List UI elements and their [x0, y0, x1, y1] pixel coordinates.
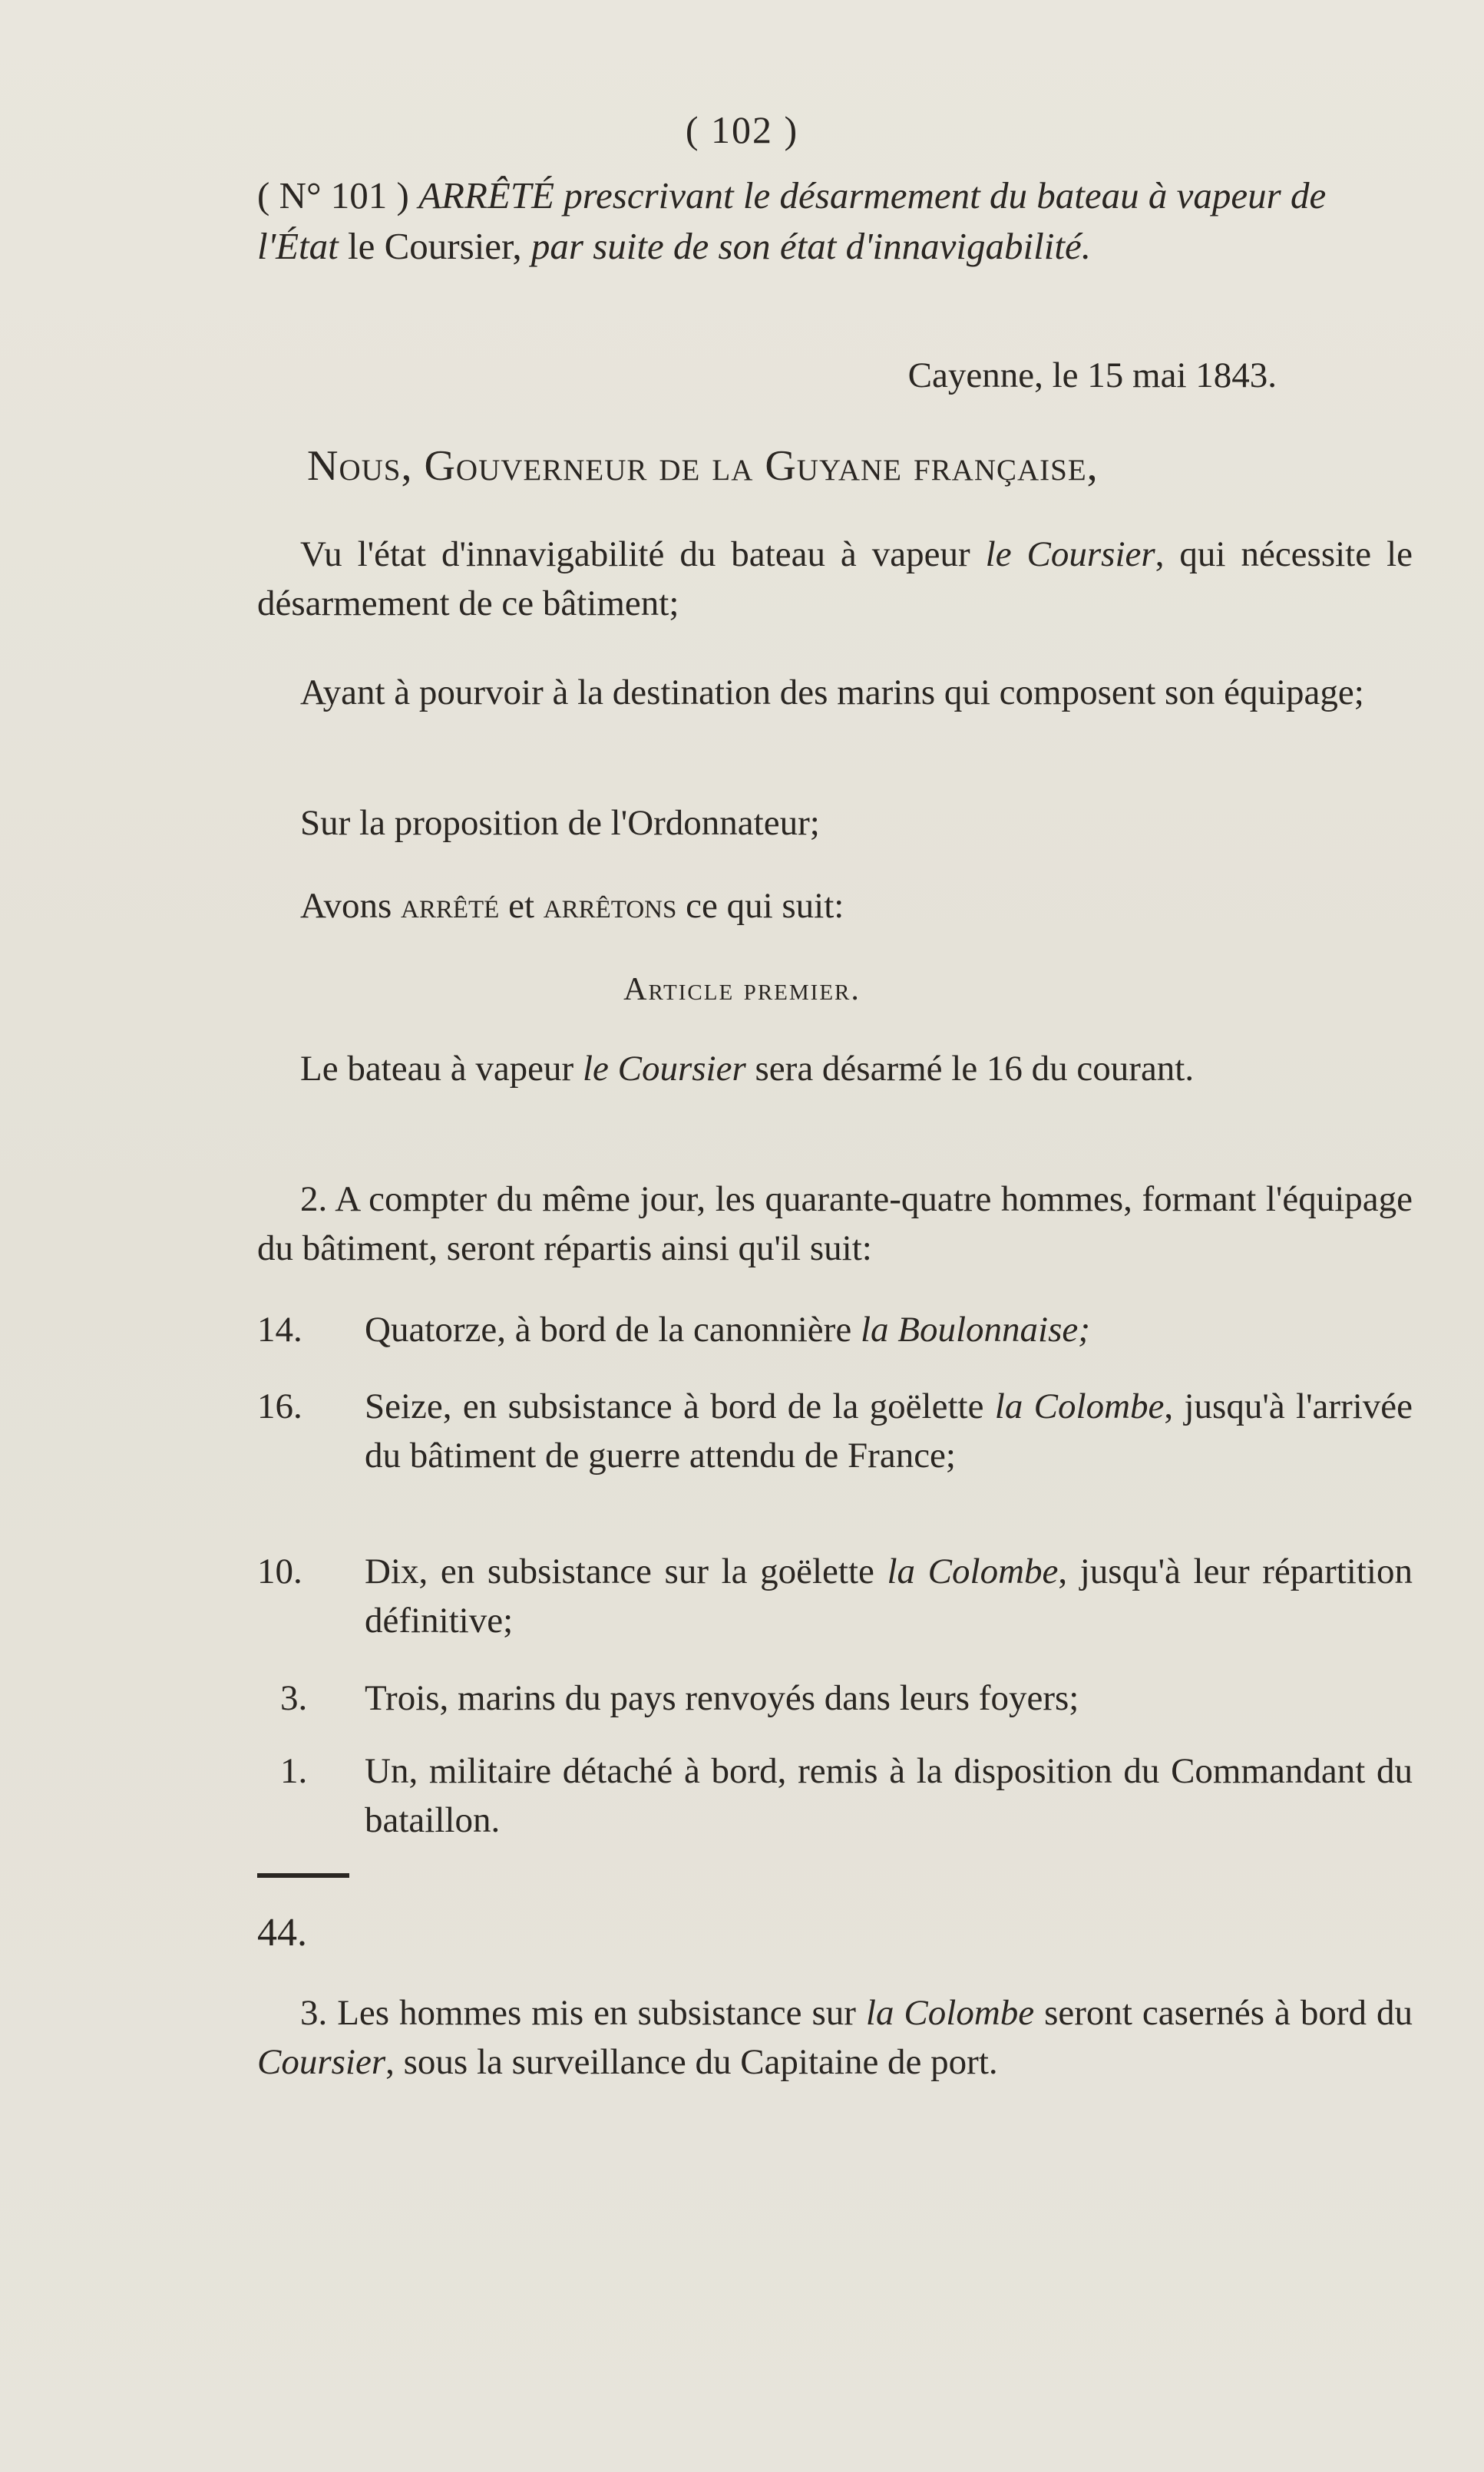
item-count: 16.: [257, 1386, 302, 1426]
decree-title-plain: le Coursier,: [338, 225, 531, 267]
list-item: [257, 1305, 1413, 1354]
p1-text-a: Vu l'état d'innavigabilité du bateau à vapeur: [300, 534, 986, 574]
art3-text-e: , sous la surveillance du Capitaine de port.: [385, 2042, 998, 2082]
paragraph-proposition: Sur la proposition de l'Ordonnateur;: [300, 803, 820, 843]
item-text: Dix, en subsistance sur la goëlette la Colombe, jusqu'à leur répartition définitive;: [365, 1552, 1413, 1641]
item-text: Trois, marins du pays renvoyés dans leurs foyers;: [365, 1678, 1079, 1718]
paragraph-avons: [257, 881, 1413, 930]
decree-number: ( N° 101 ): [257, 174, 409, 216]
page-number: ( 102 ): [685, 108, 799, 151]
art1-text-b: le Coursier: [582, 1049, 746, 1089]
article-heading: Article premier.: [623, 972, 861, 1007]
art3-text-d: Coursier: [257, 2042, 386, 2082]
art1-text-c: sera désarmé le 16 du courant.: [745, 1049, 1195, 1089]
paragraph-vu: [257, 530, 1413, 628]
item-count: 1.: [280, 1751, 308, 1791]
p4-text-a: Avons: [300, 886, 401, 926]
p1-text-c: , qui nécessite le désarmement de ce bâtiment;: [257, 534, 1413, 623]
p4-text-b: arrêté: [401, 886, 500, 926]
art3-text-a: 3. Les hommes mis en subsistance sur: [300, 1993, 866, 2033]
p4-text-e: ce qui suit:: [676, 886, 844, 926]
p4-text-d: arrêtons: [543, 886, 677, 926]
item-text: Un, militaire détaché à bord, remis à la disposition du Commandant du bataillon.: [365, 1751, 1413, 1840]
list-item: [257, 1674, 1413, 1723]
total-count: 44.: [257, 1911, 307, 1955]
preamble-nous: Nous, Gouverneur de la Guyane française,: [307, 442, 1099, 490]
item-count: 10.: [257, 1552, 302, 1591]
art3-text-b: la Colombe: [865, 1993, 1035, 2033]
paragraph-ayant: Ayant à pourvoir à la destination des marins qui composent son équipage;: [300, 673, 1364, 712]
article-3: [257, 1988, 1413, 2087]
sum-rule: [257, 1873, 349, 1878]
item-count: 3.: [280, 1678, 308, 1718]
list-item: [257, 1382, 1413, 1480]
item-count: 14.: [257, 1310, 302, 1350]
decree-title-italic-1: ARRÊTÉ prescrivant le désarmement du bateau à vapeur de l'État: [257, 174, 1327, 267]
list-item: [257, 1547, 1413, 1645]
item-text: Quatorze, à bord de la canonnière la Boulonnaise;: [365, 1310, 1090, 1350]
p4-text-c: et: [499, 886, 544, 926]
art1-text-a: Le bateau à vapeur: [300, 1049, 583, 1089]
decree-title-italic-2: par suite de son état d'innavigabilité.: [530, 225, 1091, 267]
article-1: [257, 1044, 1413, 1093]
p1-text-b: le Coursier: [985, 534, 1155, 574]
article-2: 2. A compter du même jour, les quarante-quatre hommes, formant l'équipage du bâtiment, seront répartis ainsi qu'il suit:: [257, 1179, 1413, 1268]
decree-title: [257, 170, 1413, 272]
decree-date: Cayenne, le 15 mai 1843.: [907, 355, 1277, 395]
art3-text-c: seront casernés à bord du: [1034, 1993, 1413, 2033]
list-item: [257, 1747, 1413, 1845]
item-text: Seize, en subsistance à bord de la goëlette la Colombe, jusqu'à l'arrivée du bâtiment de guerre attendu de France;: [365, 1386, 1413, 1476]
